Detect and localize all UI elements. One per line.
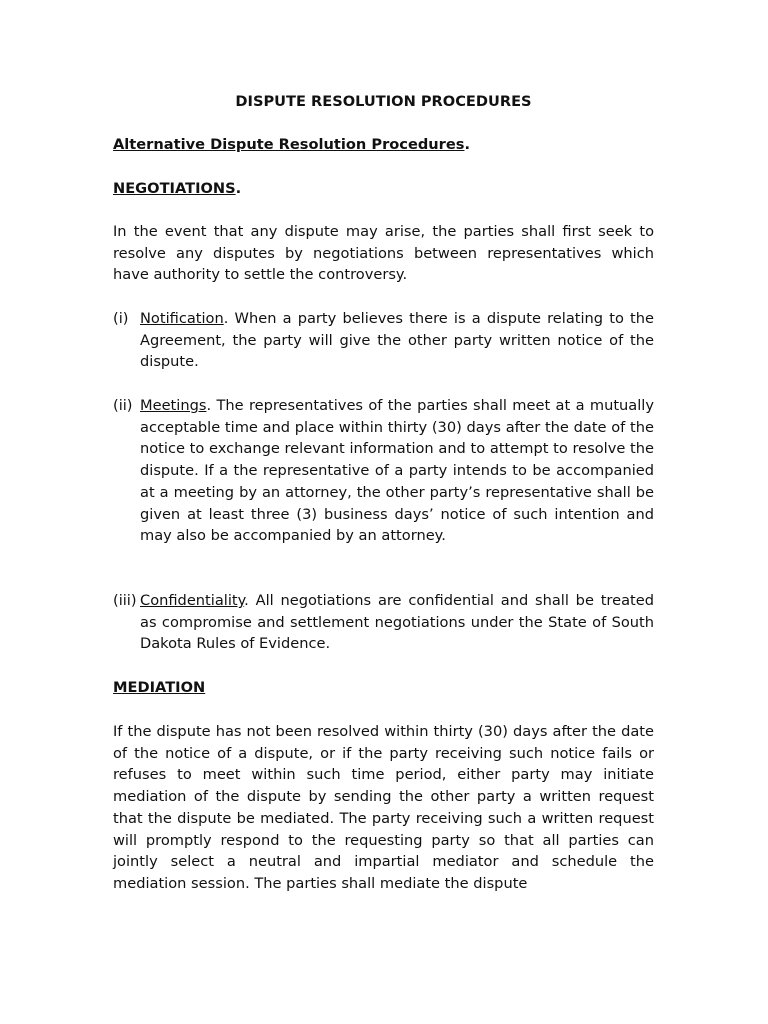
mediation-heading bbox=[113, 677, 205, 699]
list-item-number: (ii) bbox=[113, 397, 133, 414]
list-item-body bbox=[140, 590, 654, 655]
list-item-text: . The representatives of the parties shall meet at a mutually acceptable time and place within thirty (30) days after the date of the notice to exchange relevant information and to attempt to resolve the dispute. If a the representative of a party intends to be accompanied at a meeting by an attorney, the other party’s representative shall be given at least three (3) business days’ notice of such intention and may also be accompanied by an attorney. bbox=[140, 397, 654, 545]
adr-heading bbox=[113, 134, 470, 156]
list-item-confidentiality bbox=[113, 590, 654, 655]
list-item-text: . All negotiations are confidential and shall be treated as compromise and settlement negotiations under the State of South Dakota Rules of Evidence. bbox=[140, 592, 654, 653]
list-item-number: (iii) bbox=[113, 592, 137, 609]
negotiations-intro: In the event that any dispute may arise, the parties shall first seek to resolve any disputes by negotiations between representatives which have authority to settle the controversy. bbox=[113, 223, 654, 284]
mediation-paragraph: If the dispute has not been resolved within thirty (30) days after the date of the notice of a dispute, or if the party receiving such notice fails or refuses to meet within such time period, either party may initiate mediation of the dispute by sending the other party a written request that the dispute be mediated. The party receiving such a written request will promptly respond to the requesting party so that all parties can jointly select a neutral and impartial mediator and schedule the mediation session. The parties shall mediate the dispute bbox=[113, 723, 654, 892]
document-title: DISPUTE RESOLUTION PROCEDURES bbox=[235, 93, 532, 110]
list-item-body bbox=[140, 308, 654, 373]
adr-heading-punct: . bbox=[464, 136, 471, 153]
list-item-text: . When a party believes there is a dispute relating to the Agreement, the party will give the other party written notice of the dispute. bbox=[140, 310, 654, 371]
negotiations-heading-punct: . bbox=[235, 180, 242, 197]
list-item-term: Notification bbox=[140, 310, 224, 327]
list-item-notification bbox=[113, 308, 654, 373]
list-item-term: Confidentiality bbox=[140, 592, 245, 609]
list-item-number: (i) bbox=[113, 310, 129, 327]
list-item-term: Meetings bbox=[140, 397, 207, 414]
negotiations-heading bbox=[113, 178, 241, 200]
negotiations-heading-text: NEGOTIATIONS bbox=[113, 180, 236, 197]
mediation-heading-text: MEDIATION bbox=[113, 679, 206, 696]
list-item-body bbox=[140, 395, 654, 547]
adr-heading-text: Alternative Dispute Resolution Procedures bbox=[113, 136, 465, 153]
list-item-meetings bbox=[113, 395, 654, 547]
